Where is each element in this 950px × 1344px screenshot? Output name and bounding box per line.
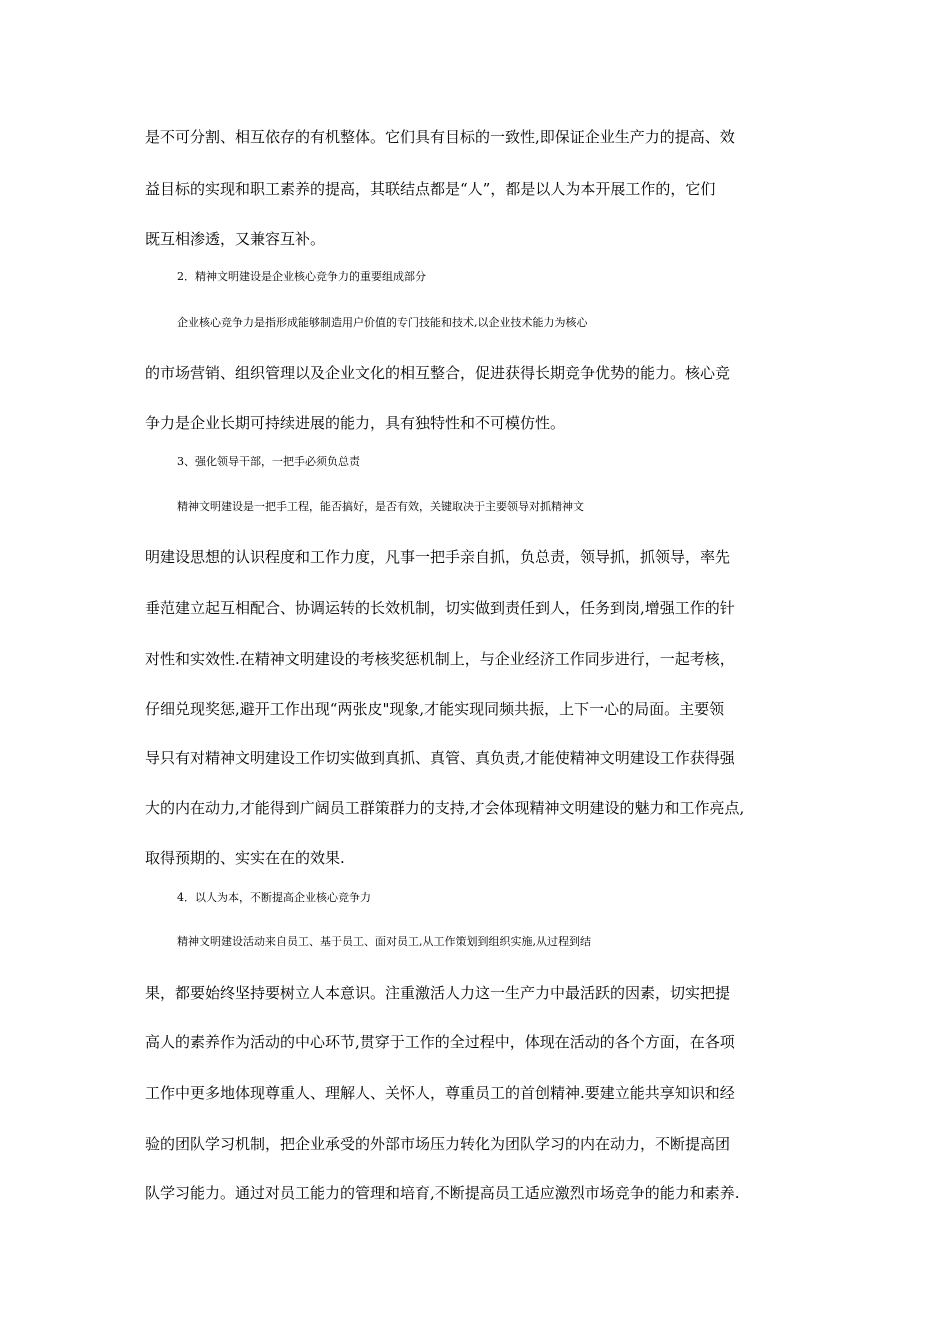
text-line: 高人的素养作为活动的中心环节,贯穿于工作的全过程中，体现在活动的各个方面，在各项 [145, 1033, 735, 1051]
text-line: 是不可分割、相互依存的有机整体。它们具有目标的一致性,即保证企业生产力的提高、效 [145, 128, 735, 146]
text-line: 的市场营销、组织管理以及企业文化的相互整合，促进获得长期竞争优势的能力。核心竞 [145, 364, 731, 382]
text-line: 工作中更多地体现尊重人、理解人、关怀人，尊重员工的首创精神.要建立能共享知识和经 [145, 1084, 735, 1102]
text-line: 既互相渗透，又兼容互补。 [145, 230, 326, 248]
text-line: 企业核心竞争力是指形成能够制造用户价值的专门技能和技术,以企业技术能力为核心 [177, 316, 588, 329]
text-line: 大的内在动力,才能得到广阔员工群策群力的支持,才会体现精神文明建设的魅力和工作亮点, [145, 799, 745, 817]
section-heading: 4．以人为本，不断提高企业核心竞争力 [177, 891, 371, 904]
text-line: 导只有对精神文明建设工作切实做到真抓、真管、真负责,才能使精神文明建设工作获得强 [145, 749, 735, 767]
section-heading: 3、强化领导干部，一把手必须负总责 [177, 455, 360, 468]
text-line: 果，都要始终坚持要树立人本意识。注重激活人力这一生产力中最活跃的因素，切实把提 [145, 984, 731, 1002]
text-line: 对性和实效性.在精神文明建设的考核奖惩机制上，与企业经济工作同步进行，一起考核， [145, 650, 735, 668]
text-line: 明建设思想的认识程度和工作力度，凡事一把手亲自抓，负总责，领导抓，抓领导，率先 [145, 548, 731, 566]
text-line: 垂范建立起互相配合、协调运转的长效机制，切实做到责任到人，任务到岗,增强工作的针 [145, 599, 735, 617]
text-line: 队学习能力。通过对员工能力的管理和培育,不断提高员工适应激烈市场竞争的能力和素养. [145, 1184, 740, 1202]
text-line: 仔细兑现奖惩,避开工作出现“两张皮"现象,才能实现同频共振，上下一心的局面。主要领 [145, 700, 725, 718]
section-heading: 2．精神文明建设是企业核心竞争力的重要组成部分 [177, 270, 426, 283]
text-line: 益目标的实现和职工素养的提高，其联结点都是“人”，都是以人为本开展工作的，它们 [145, 180, 716, 198]
text-line: 验的团队学习机制，把企业承受的外部市场压力转化为团队学习的内在动力，不断提高团 [145, 1135, 731, 1153]
text-line: 精神文明建设是一把手工程，能否搞好，是否有效，关键取决于主要领导对抓精神文 [177, 500, 584, 513]
text-line: 取得预期的、实实在在的效果. [145, 849, 345, 867]
text-line: 争力是企业长期可持续进展的能力，具有独特性和不可模仿性。 [145, 414, 566, 432]
text-line: 精神文明建设活动来自员工、基于员工、面对员工,从工作策划到组织实施,从过程到结 [177, 935, 591, 948]
